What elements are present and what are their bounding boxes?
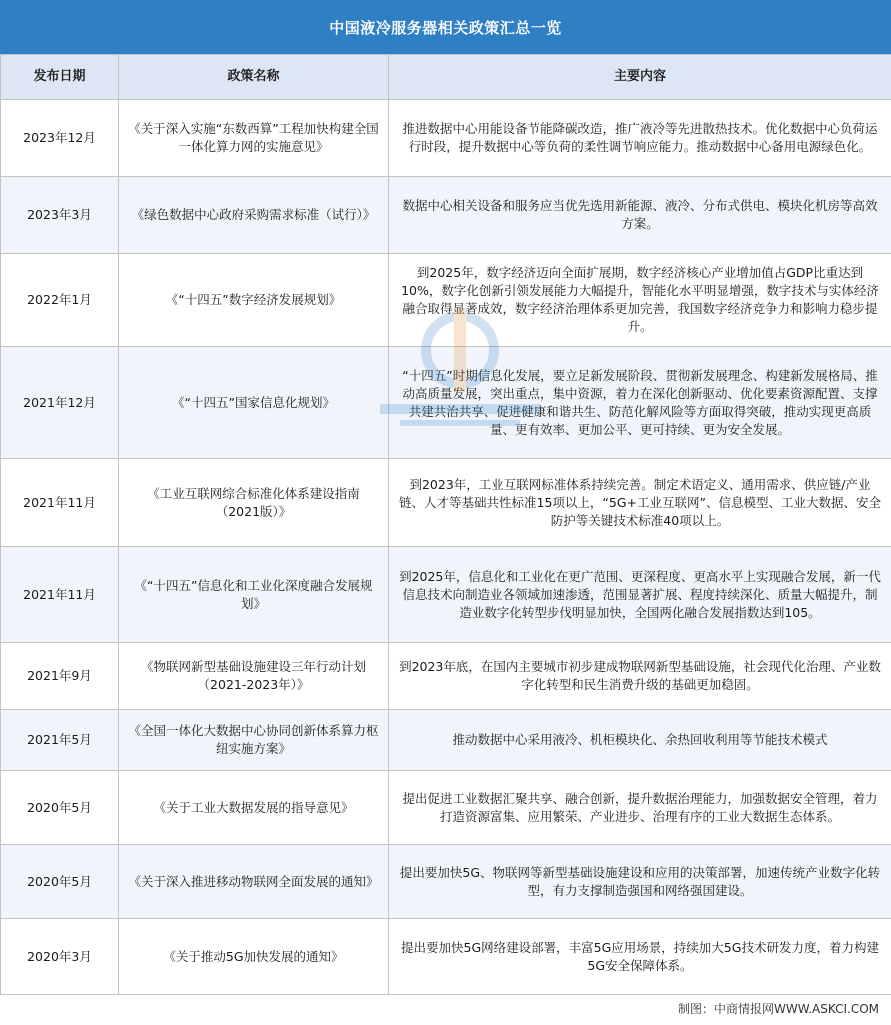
header-main-content: 主要内容 — [389, 55, 891, 100]
row-content: 推进数据中心用能设备节能降碳改造，推广液冷等先进散热技术。优化数据中心负荷运行时段，提升数据中心等负荷的柔性调节响应能力。推动数据中心备用电源绿色化。 — [389, 100, 891, 177]
row-policy-name: 《关于深入推进移动物联网全面发展的通知》 — [119, 845, 389, 919]
row-content: 到2025年，信息化和工业化在更广范围、更深程度、更高水平上实现融合发展，新一代信息技术向制造业各领域加速渗透，范围显著扩展、程度持续深化、质量大幅提升，制造业数字化转型步伐明显加快，全国两化融合发展指数达到105。 — [389, 547, 891, 643]
table-row — [1, 100, 891, 177]
row-content: 到2023年底，在国内主要城市初步建成物联网新型基础设施，社会现代化治理、产业数字化转型和民生消费升级的基础更加稳固。 — [389, 643, 891, 710]
table-row — [1, 459, 891, 547]
policy-table — [0, 54, 891, 995]
row-date: 2022年1月 — [1, 254, 119, 347]
row-date: 2021年11月 — [1, 547, 119, 643]
row-policy-name: 《“十四五”信息化和工业化深度融合发展规划》 — [119, 547, 389, 643]
table-row — [1, 547, 891, 643]
row-content: “十四五”时期信息化发展，要立足新发展阶段、贯彻新发展理念、构建新发展格局、推动高质量发展，突出重点，集中资源，着力在深化创新驱动、优化要素资源配置、支撑共建共治共享、促进健康和谐共生、防范化解风险等方面取得突破，推动实现更高质量、更有效率、更加公平、更可持续、更为安全发展。 — [389, 347, 891, 459]
table-row — [1, 254, 891, 347]
table-row — [1, 643, 891, 710]
row-content: 到2023年，工业互联网标准体系持续完善。制定术语定义、通用需求、供应链/产业链、人才等基础共性标准15项以上，“5G+工业互联网”、信息模型、工业大数据、安全防护等关键技术标准40项以上。 — [389, 459, 891, 547]
table-row — [1, 347, 891, 459]
row-policy-name: 《关于推动5G加快发展的通知》 — [119, 919, 389, 995]
row-policy-name: 《“十四五”数字经济发展规划》 — [119, 254, 389, 347]
row-date: 2021年9月 — [1, 643, 119, 710]
row-content: 到2025年，数字经济迈向全面扩展期，数字经济核心产业增加值占GDP比重达到10%，数字化创新引领发展能力大幅提升，智能化水平明显增强，数字技术与实体经济融合取得显著成效，数字经济治理体系更加完善，我国数字经济竞争力和影响力稳步提升。 — [389, 254, 891, 347]
page-title: 中国液冷服务器相关政策汇总一览 — [0, 0, 891, 54]
table-row — [1, 771, 891, 845]
row-date: 2020年5月 — [1, 771, 119, 845]
table-row — [1, 845, 891, 919]
row-content: 提出要加快5G网络建设部署，丰富5G应用场景，持续加大5G技术研发力度，着力构建5G安全保障体系。 — [389, 919, 891, 995]
row-content: 推动数据中心采用液冷、机柜模块化、余热回收利用等节能技术模式 — [389, 710, 891, 771]
table-row — [1, 177, 891, 254]
row-date: 2021年5月 — [1, 710, 119, 771]
header-policy-name: 政策名称 — [119, 55, 389, 100]
row-date: 2020年3月 — [1, 919, 119, 995]
row-date: 2023年12月 — [1, 100, 119, 177]
table-row — [1, 710, 891, 771]
table-row — [1, 919, 891, 995]
row-content: 提出促进工业数据汇聚共享、融合创新，提升数据治理能力，加强数据安全管理，着力打造资源富集、应用繁荣、产业进步、治理有序的工业大数据生态体系。 — [389, 771, 891, 845]
row-policy-name: 《工业互联网综合标准化体系建设指南（2021版）》 — [119, 459, 389, 547]
row-policy-name: 《“十四五”国家信息化规划》 — [119, 347, 389, 459]
row-date: 2020年5月 — [1, 845, 119, 919]
row-policy-name: 《物联网新型基础设施建设三年行动计划（2021-2023年）》 — [119, 643, 389, 710]
row-policy-name: 《关于深入实施“东数西算”工程加快构建全国一体化算力网的实施意见》 — [119, 100, 389, 177]
row-content: 数据中心相关设备和服务应当优先选用新能源、液冷、分布式供电、模块化机房等高效方案。 — [389, 177, 891, 254]
row-policy-name: 《全国一体化大数据中心协同创新体系算力枢纽实施方案》 — [119, 710, 389, 771]
source-credit: 制图：中商情报网WWW.ASKCI.COM — [678, 1002, 879, 1016]
row-date: 2021年12月 — [1, 347, 119, 459]
row-policy-name: 《绿色数据中心政府采购需求标准（试行）》 — [119, 177, 389, 254]
row-date: 2023年3月 — [1, 177, 119, 254]
row-policy-name: 《关于工业大数据发展的指导意见》 — [119, 771, 389, 845]
table-header-row — [1, 55, 891, 100]
header-date: 发布日期 — [1, 55, 119, 100]
row-date: 2021年11月 — [1, 459, 119, 547]
row-content: 提出要加快5G、物联网等新型基础设施建设和应用的决策部署，加速传统产业数字化转型，有力支撑制造强国和网络强国建设。 — [389, 845, 891, 919]
